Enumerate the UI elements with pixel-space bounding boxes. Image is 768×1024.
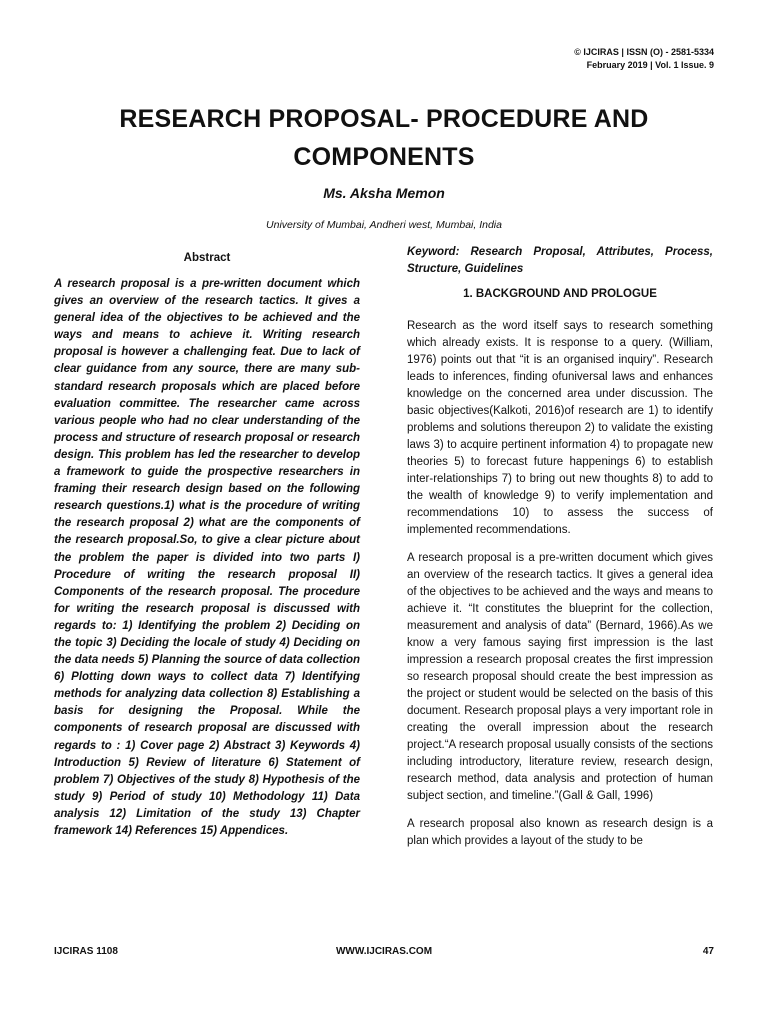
footer-paper-id: IJCIRAS 1108 bbox=[54, 946, 118, 957]
section-heading: 1. BACKGROUND AND PROLOGUE bbox=[463, 288, 657, 300]
right-column bbox=[407, 244, 713, 861]
abstract-heading: Abstract bbox=[183, 252, 231, 264]
page-number: 47 bbox=[702, 946, 714, 957]
paper-title: RESEARCH PROPOSAL- PROCEDURE AND COMPONENTS bbox=[119, 105, 649, 171]
author-affiliation: University of Mumbai, Andheri west, Mumbai, India bbox=[266, 219, 502, 231]
body-paragraph: A research proposal is a pre-written document which gives an overview of the research tactics. It gives a general idea of the objectives to be achieved and the ways and means to achieve it. “It constitutes the blueprint for the collection, measurement and analysis of data” (Bernard, 1966).As we know a very famous saying first impression is the last impression a research proposal creates the first impression so research proposal should create the best impression as the project or student would be selected on the basis of this document. Research proposal plays a very important role in creating the overall impression about the research project.“A research proposal usually consists of the sections including introductory, literature review, research design, research method, data analysis and protection of human subject section, and timeline.”(Gall & Gall, 1996) bbox=[407, 552, 713, 802]
body-paragraph: Research as the word itself says to research something which already exists. It is response to a query. (William, 1976) points out that “it is an organised inquiry”. Research leads to inferences, finding ofuniversal laws and enhances knowledge on the concerned area under discussion. The basic objectives(Kalkoti, 2016)of research are 1) to identify problems and solutions thereupon 2) to validate the existing laws 3) to acquire pertinent information 4) to propagate new theories 5) to forecast future happenings 6) to establish inter-relationships 7) to bring out new thoughts 8) to add to the wealth of knowledge 9) to verify implementation and recommendations 10) to assess the success of implemented recommendations. bbox=[407, 320, 713, 536]
journal-header bbox=[574, 46, 714, 72]
journal-issue-date: February 2019 | Vol. 1 Issue. 9 bbox=[586, 60, 714, 70]
body-paragraph: A research proposal also known as research design is a plan which provides a layout of the study to be bbox=[407, 818, 713, 847]
author-name: Ms. Aksha Memon bbox=[323, 185, 445, 201]
abstract-text: A research proposal is a pre-written document which gives an overview of the research tactics. It gives a general idea of the objectives to be achieved and the ways and means to achieve it. Writing research proposal is however a challenging feat. Due to lack of clear guidance from any source, there are many sub-standard research proposals which are placed before evaluation committee. The researcher came across various people who had no clear understanding of the process and structure of research proposal or research design. This problem has led the researcher to develop a framework to guide the prospective researchers in framing their research design based on the following research questions.1) what is the procedure of writing the research proposal 2) what are the components of the research proposal.So, to give a clear picture about the problem the paper is divided into two parts I) Procedure of writing the research proposal II) Components of the research proposal. The procedure for writing the research proposal is discussed with regards to: 1) Identifying the problem 2) Deciding on the topic 3) Deciding the locale of study 4) Deciding on the data needs 5) Planning the source of data collection 6) Plotting down ways to collect data 7) Identifying methods for analyzing data collection 8) Establishing a basis for designing the Proposal. While the components of research proposal are discussed with regards to : 1) Cover page 2) Abstract 3) Keywords 4) Introduction 5) Review of literature 6) Statement of problem 7) Objectives of the study 8) Hypothesis of the study 9) Period of study 10) Methodology 11) Data analysis 12) Limitation of the study 13) Chapter framework 14) References 15) Appendices. bbox=[54, 278, 360, 837]
left-column bbox=[54, 252, 360, 840]
keywords: Keyword: Research Proposal, Attributes, Process, Structure, Guidelines bbox=[407, 246, 713, 275]
footer-website: WWW.IJCIRAS.COM bbox=[335, 946, 433, 957]
journal-issn: © IJCIRAS | ISSN (O) - 2581-5334 bbox=[574, 47, 714, 57]
